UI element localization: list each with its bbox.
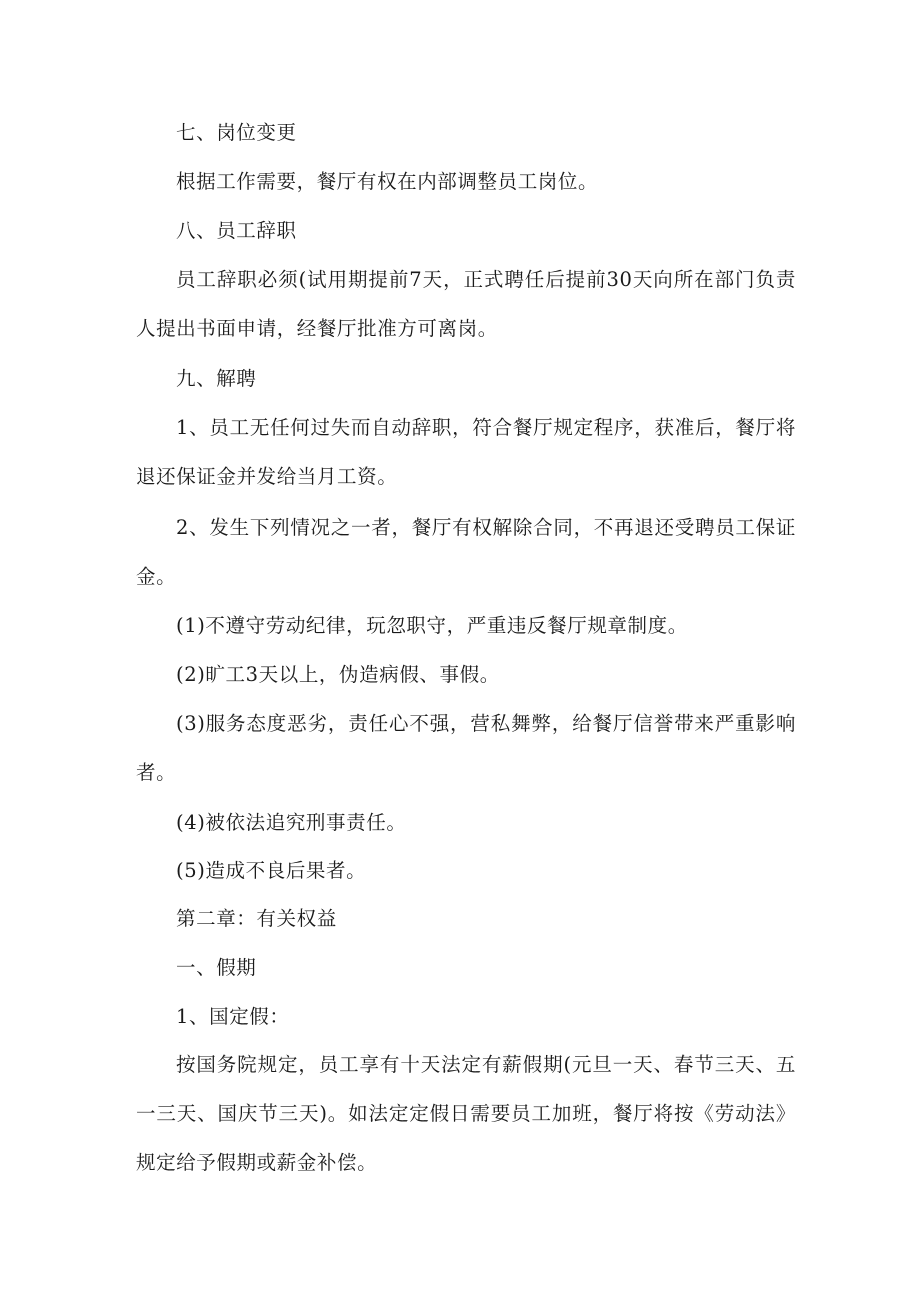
list-item-3: (3)服务态度恶劣，责任心不强，营私舞弊，给餐厅信誉带来严重影响者。	[136, 712, 796, 784]
list-item-5: (5)造成不良后果者。	[176, 859, 367, 882]
list-item-1: (1)不遵守劳动纪律，玩忽职守，严重违反餐厅规章制度。	[176, 614, 688, 637]
paragraph-national-holiday: 按国务院规定，员工享有十天法定有薪假期(元旦一天、春节三天、五一三天、国庆节三天)。如法定定假日需要员工加班，餐厅将按《劳动法》规定给予假期或薪金补偿。	[136, 1053, 796, 1174]
list-item-2: (2)旷工3天以上，伪造病假、事假。	[176, 663, 500, 686]
paragraph-dismissal-1: 1、员工无任何过失而自动辞职，符合餐厅规定程序，获准后，餐厅将退还保证金并发给当月工资。	[136, 416, 796, 488]
paragraph-position-change: 根据工作需要，餐厅有权在内部调整员工岗位。	[176, 170, 599, 193]
section-heading-dismissal: 九、解聘	[176, 367, 257, 390]
section-heading-resignation: 八、员工辞职	[176, 219, 297, 242]
list-item-4: (4)被依法追究刑事责任。	[176, 811, 407, 834]
subheading-national-holiday: 1、国定假：	[176, 1005, 290, 1028]
chapter-heading-rights: 第二章：有关权益	[176, 907, 337, 930]
section-heading-position-change: 七、岗位变更	[176, 121, 297, 144]
paragraph-resignation: 员工辞职必须(试用期提前7天，正式聘任后提前30天向所在部门负责人提出书面申请，经餐厅批准方可离岗。	[136, 268, 796, 340]
section-heading-holidays: 一、假期	[176, 956, 257, 979]
paragraph-dismissal-2: 2、发生下列情况之一者，餐厅有权解除合同，不再退还受聘员工保证金。	[136, 516, 796, 588]
